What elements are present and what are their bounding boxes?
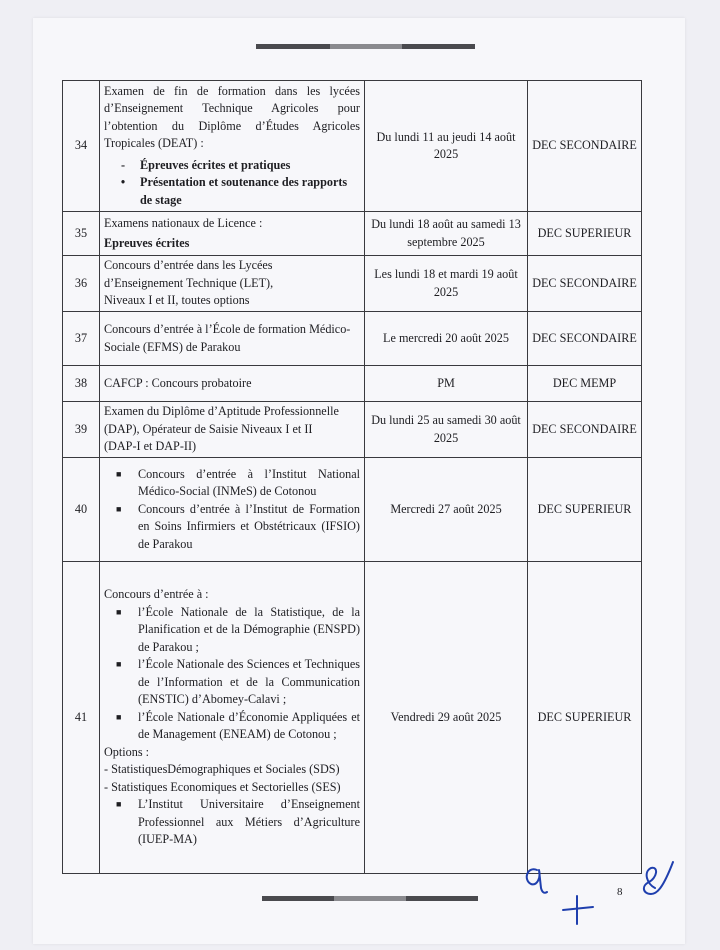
bullet-list xyxy=(104,604,360,744)
footer-decorative-bar xyxy=(262,896,478,901)
table-row xyxy=(63,366,642,402)
dash-marker: - xyxy=(120,157,126,172)
row-number: 38 xyxy=(63,366,100,402)
description-text: Examens nationaux de Licence : xyxy=(104,215,263,230)
row-date: Du lundi 25 au samedi 30 août 2025 xyxy=(365,402,528,458)
row-number: 36 xyxy=(63,256,100,312)
header-decorative-bar xyxy=(256,44,475,49)
row-organizer: DEC SECONDAIRE xyxy=(528,256,642,312)
row-number: 40 xyxy=(63,458,100,562)
description-text: Examen de fin de formation dans les lycées d’Enseignement Technique Agricoles pour l’obtention du Diplôme d’Études Agricoles Tropicales (DEAT) : xyxy=(104,83,360,151)
row-number: 34 xyxy=(63,81,100,212)
row-organizer: DEC MEMP xyxy=(528,366,642,402)
option-line: - StatistiquesDémographiques et Sociales (SDS) xyxy=(104,762,340,777)
list-item xyxy=(104,709,360,744)
square-bullet-icon: ■ xyxy=(116,468,122,479)
row-date: Mercredi 27 août 2025 xyxy=(365,458,528,562)
row-organizer: DEC SECONDAIRE xyxy=(528,81,642,212)
description-line: d’Enseignement Technique (LET), xyxy=(104,275,274,290)
item-text: l’École Nationale des Sciences et Techniques de l’Information et de la Communication (ENSTIC) d’Abomey-Calavi ; xyxy=(138,657,360,707)
table-row xyxy=(63,312,642,366)
bullet-marker: • xyxy=(120,175,126,190)
description-line: Niveaux I et II, toutes options xyxy=(104,293,250,308)
table-row xyxy=(63,458,642,562)
list-item xyxy=(104,501,360,554)
row-number: 37 xyxy=(63,312,100,366)
bullet-list xyxy=(104,796,360,849)
description-line: (DAP), Opérateur de Saisie Niveaux I et II xyxy=(104,421,313,436)
row-description: CAFCP : Concours probatoire xyxy=(100,366,365,402)
table-row xyxy=(63,562,642,874)
square-bullet-icon: ■ xyxy=(116,711,122,722)
list-item xyxy=(104,796,360,849)
bullet-list xyxy=(104,157,360,210)
item-text: Présentation et soutenance des rapports de stage xyxy=(140,175,348,207)
row-number: 41 xyxy=(63,562,100,874)
row-organizer: DEC SUPERIEUR xyxy=(528,458,642,562)
table-row xyxy=(63,81,642,212)
item-text: l’École Nationale d’Économie Appliquées et de Management (ENEAM) de Cotonou ; xyxy=(138,709,360,742)
item-text: Concours d’entrée à l’Institut National Médico-Social (INMeS) de Cotonou xyxy=(138,466,360,499)
list-item xyxy=(104,157,360,175)
description-line: Examen du Diplôme d’Aptitude Professionnelle xyxy=(104,404,339,419)
row-date: Vendredi 29 août 2025 xyxy=(365,562,528,874)
row-description: Concours d’entrée à l’École de formation Médico-Sociale (EFMS) de Parakou xyxy=(100,312,365,366)
item-text: Concours d’entrée à l’Institut de Formation en Soins Infirmiers et Obstétricaux (IFSIO) de Parakou xyxy=(138,501,360,551)
row-number: 35 xyxy=(63,212,100,256)
handwritten-initials xyxy=(515,858,685,930)
bullet-list xyxy=(104,466,360,554)
option-line: - Statistiques Economiques et Sectorielles (SES) xyxy=(104,779,341,794)
item-text: L’Institut Universitaire d’Enseignement Professionnel aux Métiers d’Agriculture (IUEP-MA) xyxy=(138,797,360,847)
row-date: PM xyxy=(365,366,528,402)
table-row xyxy=(63,402,642,458)
schedule-table xyxy=(62,80,642,874)
row-description xyxy=(100,562,365,874)
square-bullet-icon: ■ xyxy=(116,503,122,514)
row-date: Du lundi 18 août au samedi 13 septembre 2025 xyxy=(365,212,528,256)
row-description xyxy=(100,402,365,458)
description-intro: Concours d’entrée à : xyxy=(104,587,209,602)
row-description xyxy=(100,256,365,312)
item-text: l’École Nationale de la Statistique, de la Planification et de la Démographie (ENSPD) de Parakou ; xyxy=(138,604,360,654)
page-number: 8 xyxy=(617,886,623,898)
row-description xyxy=(100,458,365,562)
list-item xyxy=(104,466,360,501)
square-bullet-icon: ■ xyxy=(116,606,122,617)
table-row xyxy=(63,212,642,256)
row-organizer: DEC SECONDAIRE xyxy=(528,312,642,366)
list-item xyxy=(104,174,360,209)
description-line: Concours d’entrée dans les Lycées xyxy=(104,258,273,273)
square-bullet-icon: ■ xyxy=(116,799,122,810)
row-description xyxy=(100,81,365,212)
square-bullet-icon: ■ xyxy=(116,659,122,670)
row-organizer: DEC SUPERIEUR xyxy=(528,212,642,256)
row-description xyxy=(100,212,365,256)
list-item xyxy=(104,656,360,709)
table-row xyxy=(63,256,642,312)
row-organizer: DEC SUPERIEUR xyxy=(528,562,642,874)
item-text: Épreuves écrites et pratiques xyxy=(140,157,291,172)
row-date: Du lundi 11 au jeudi 14 août 2025 xyxy=(365,81,528,212)
row-date: Les lundi 18 et mardi 19 août 2025 xyxy=(365,256,528,312)
row-date: Le mercredi 20 août 2025 xyxy=(365,312,528,366)
list-item xyxy=(104,604,360,657)
description-subtext: Epreuves écrites xyxy=(104,236,190,250)
row-number: 39 xyxy=(63,402,100,458)
description-line: (DAP-I et DAP-II) xyxy=(104,439,197,454)
row-organizer: DEC SECONDAIRE xyxy=(528,402,642,458)
options-label: Options : xyxy=(104,744,150,759)
